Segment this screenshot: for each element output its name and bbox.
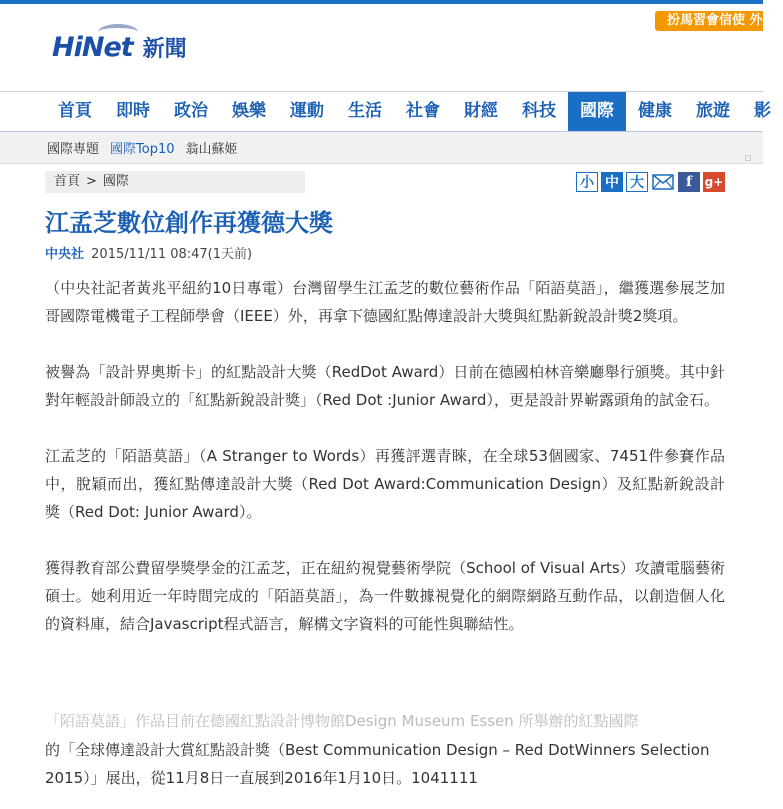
article-paragraph: 江孟芝的「陌語莫語」（A Stranger to Words）再獲評選青睞，在全球53個國家、7451件參賽作品中，脫穎而出，獲紅點傳達設計大獎（Red Dot Award:Communication Design）及紅點新銳設計獎（Red Dot: Junior Award）。 — [45, 447, 725, 521]
nav-item[interactable]: 首頁 — [58, 101, 92, 121]
nav-item[interactable]: 旅遊 — [696, 101, 730, 121]
main-nav — [0, 91, 771, 132]
partial-line-text: 「陌語莫語」作品目前在德國紅點設計博物館Design Museum Essen 所舉辦的紅點國際 — [45, 712, 639, 730]
font-large-button[interactable]: 大 — [626, 172, 648, 192]
nav-item[interactable]: 健康 — [638, 101, 672, 121]
logo-text: 新聞 — [142, 36, 187, 62]
article-paragraph: （中央社記者黃兆平紐約10日專電）台灣留學生江孟芝的數位藝術作品「陌語莫語」，繼獲選參展芝加哥國際電機電子工程師學會（IEEE）外，再拿下德國紅點傳達設計大獎與紅點新銳設計獎2獎項。 — [45, 279, 725, 325]
google-plus-share-button[interactable]: g+ — [703, 172, 725, 192]
breadcrumb-section[interactable]: 國際 — [102, 174, 129, 189]
font-small-button[interactable]: 小 — [576, 172, 598, 192]
article-timestamp: 2015/11/11 08:47(1天前) — [91, 247, 253, 262]
subnav-item[interactable]: 國際Top10 — [110, 142, 175, 157]
nav-item[interactable]: 政治 — [174, 101, 208, 121]
subnav-item[interactable]: 翁山蘇姬 — [185, 142, 238, 157]
nav-item[interactable]: 影 — [754, 101, 771, 121]
breadcrumb-home[interactable]: 首頁 — [54, 174, 81, 189]
partially-hidden-line — [0, 712, 763, 730]
breadcrumb-separator: > — [86, 174, 97, 189]
nav-item[interactable]: 生活 — [348, 101, 382, 121]
logo-mark — [52, 32, 133, 63]
article-source[interactable]: 中央社 — [45, 247, 85, 262]
nav-item[interactable]: 財經 — [464, 101, 498, 121]
article-paragraph: 的「全球傳達設計大賞紅點設計獎（Best Communication Design – Red DotWinners Selection 2015）」展出，從11月8日一直展到2016年1月10日。1041111 — [45, 741, 710, 787]
breadcrumb — [45, 171, 305, 193]
mail-icon — [652, 174, 674, 190]
article-title: 江孟芝數位創作再獲德大獎 — [45, 209, 333, 237]
article-body — [45, 274, 725, 666]
hinet-logo[interactable] — [52, 22, 187, 72]
font-medium-button[interactable]: 中 — [601, 172, 623, 192]
nav-item[interactable]: 社會 — [406, 101, 440, 121]
subnav-item[interactable]: 國際專題 — [47, 142, 100, 157]
nav-item[interactable]: 國際 — [568, 92, 626, 131]
email-share-button[interactable] — [651, 172, 675, 192]
logo-swoosh-icon — [98, 24, 138, 40]
nav-item[interactable]: 科技 — [522, 101, 556, 121]
logo-mark-text: HiNet — [52, 31, 133, 63]
sub-nav — [0, 132, 763, 164]
article-meta — [45, 243, 252, 262]
top-accent-bar — [0, 0, 763, 4]
article-paragraph: 被譽為「設計界奧斯卡」的紅點設計大獎（RedDot Award）日前在德國柏林音樂廳舉行頒獎。其中針對年輕設計師設立的「紅點新銳設計獎」（Red Dot :Junior Award），更是設計界嶄露頭角的試金石。 — [45, 363, 725, 409]
nav-item[interactable]: 娛樂 — [232, 101, 266, 121]
nav-item[interactable]: 即時 — [116, 101, 150, 121]
nav-item[interactable]: 運動 — [290, 101, 324, 121]
subnav-corner-mark — [745, 155, 751, 161]
article-tools — [576, 172, 725, 192]
facebook-share-button[interactable]: f — [678, 172, 700, 192]
promo-banner[interactable]: 扮馬習會信使 外 — [655, 11, 763, 31]
article-last-paragraph — [45, 736, 725, 792]
article-paragraph: 獲得教育部公費留學獎學金的江孟芝，正在紐約視覺藝術學院（School of Visual Arts）攻讀電腦藝術碩士。她利用近一年時間完成的「陌語莫語」，為一件數據視覺化的網際網路互動作品，以創造個人化的資料庫，結合Javascript程式語言，解構文字資料的可能性與聯結性。 — [45, 559, 725, 633]
